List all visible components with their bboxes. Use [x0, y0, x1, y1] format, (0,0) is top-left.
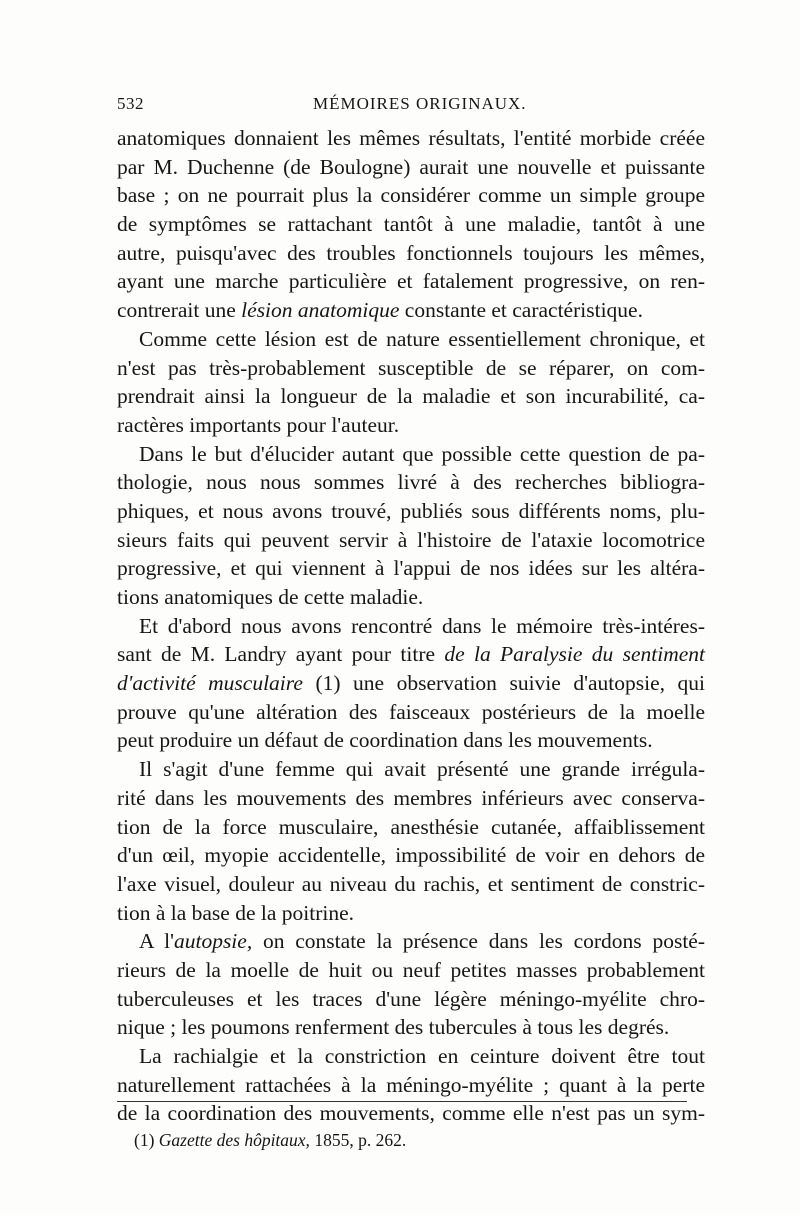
text-line: Dans le but d'élucider autant que possible cette question de pa-	[139, 441, 705, 466]
text-line: d'un œil, myopie accidentelle, impossibilité de voir en dehors de	[117, 843, 705, 868]
text-line: naturellement rattachées à la méningo-myélite ; quant à la perte	[117, 1072, 705, 1097]
text-line: rieurs de la moelle de huit ou neuf petites masses probablement	[117, 957, 705, 982]
text-line: ayant une marche particulière et fatalement progressive, on ren-	[117, 269, 705, 294]
running-title: MÉMOIRES ORIGINAUX.	[313, 94, 527, 113]
footnote	[134, 1130, 406, 1151]
text-line: n'est pas très-probablement susceptible de se réparer, on com-	[117, 355, 705, 380]
text-line: A l'autopsie, on constate la présence dans les cordons posté-	[139, 929, 705, 954]
text-line: Et d'abord nous avons rencontré dans le mémoire très-intéres-	[139, 613, 705, 638]
text-line: contrerait une lésion anatomique constante et caractéristique.	[117, 298, 643, 323]
text-line: prendrait ainsi la longueur de la maladie et son incurabilité, ca-	[117, 384, 705, 409]
italic-title: d'activité musculaire	[117, 671, 303, 696]
body-text	[117, 124, 705, 1128]
text-line: prouve qu'une altération des faisceaux postérieurs de la moelle	[117, 699, 705, 724]
footnote-marker: (1)	[134, 1130, 155, 1150]
text-line: tions anatomiques de cette maladie.	[117, 585, 424, 609]
text-line: sant de M. Landry ayant pour titre de la Paralysie du sentiment	[117, 642, 705, 667]
page-number: 532	[117, 94, 144, 113]
text-line: de la coordination des mouvements, comme elle n'est pas un sym-	[117, 1101, 705, 1126]
text-line: thologie, nous nous sommes livré à des recherches bibliogra-	[117, 470, 705, 495]
running-head	[117, 92, 705, 118]
footnote-source: Gazette des hôpitaux,	[158, 1130, 310, 1150]
text-line: rité dans les mouvements des membres inférieurs avec conserva-	[117, 785, 705, 810]
text-line: peut produire un défaut de coordination dans les mouvements.	[117, 728, 653, 753]
text-line: tion de la force musculaire, anesthésie cutanée, affaiblissement	[117, 814, 705, 839]
text-line: tion à la base de la poitrine.	[117, 900, 355, 925]
text-line: autre, puisqu'avec des troubles fonctionnels toujours les mêmes,	[117, 240, 705, 265]
text-line: Comme cette lésion est de nature essentiellement chronique, et	[139, 326, 705, 351]
text-line: de symptômes se rattachant tantôt à une maladie, tantôt à une	[117, 212, 705, 237]
text-line: par M. Duchenne (de Boulogne) aurait une nouvelle et puissante	[117, 154, 705, 179]
text-line: sieurs faits qui peuvent servir à l'histoire de l'ataxie locomotrice	[117, 527, 705, 552]
text-line: Il s'agit d'une femme qui avait présenté une grande irrégula-	[139, 757, 705, 782]
italic-phrase: lésion anatomique	[241, 298, 400, 323]
footnote-rule	[117, 1101, 687, 1102]
italic-phrase: autopsie,	[173, 929, 253, 954]
text-line: nique ; les poumons renferment des tubercules à tous les degrés.	[117, 1015, 670, 1040]
footnote-detail: 1855, p. 262.	[309, 1130, 407, 1150]
text-line: ractères importants pour l'auteur.	[117, 412, 400, 437]
text-line: anatomiques donnaient les mêmes résultats, l'entité morbide créée	[117, 126, 705, 150]
italic-title: de la Paralysie du sentiment	[444, 642, 705, 667]
text-line: La rachialgie et la constriction en ceinture doivent être tout	[139, 1044, 705, 1068]
text-line: progressive, et qui viennent à l'appui de nos idées sur les altéra-	[117, 556, 705, 581]
text-line: d'activité musculaire (1) une observation suivie d'autopsie, qui	[117, 671, 705, 696]
text-line: phiques, et nous avons trouvé, publiés sous différents noms, plu-	[117, 498, 705, 523]
text-line: tuberculeuses et les traces d'une légère méningo-myélite chro-	[117, 986, 705, 1011]
text-line: base ; on ne pourrait plus la considérer comme un simple groupe	[117, 183, 705, 208]
text-line: l'axe visuel, douleur au niveau du rachis, et sentiment de constric-	[117, 871, 705, 896]
